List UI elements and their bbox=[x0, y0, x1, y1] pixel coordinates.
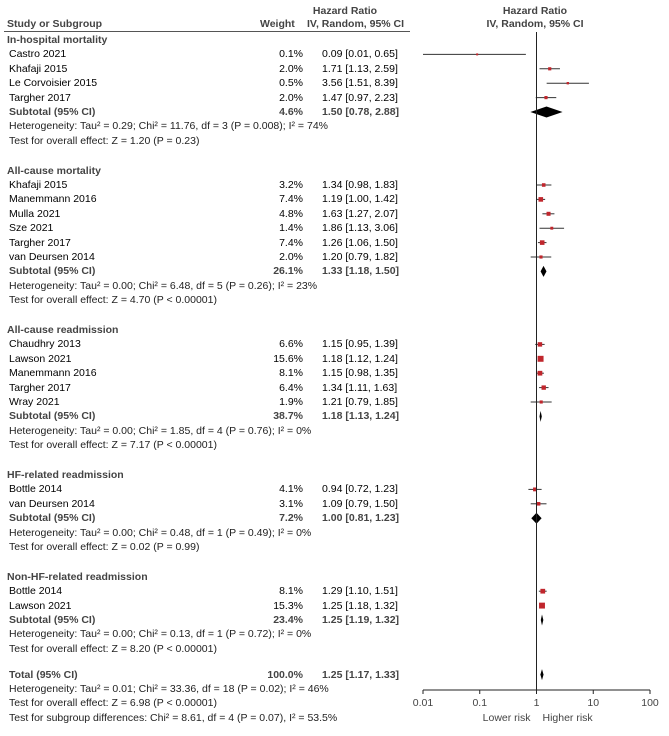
study-weight: 3.1% bbox=[279, 497, 303, 510]
subgroup-differences-text: Test for subgroup differences: Chi² = 8.61, df = 4 (P = 0.07), I² = 53.5% bbox=[9, 711, 338, 724]
study-ci: 1.00 [0.81, 1.23] bbox=[322, 512, 400, 525]
point-estimate-1-1 bbox=[538, 197, 543, 202]
point-estimate-0-0 bbox=[476, 53, 478, 55]
study-weight: 4.6% bbox=[279, 106, 303, 118]
overall-effect-text: Test for overall effect: Z = 7.17 (P < 0.00001) bbox=[9, 439, 217, 452]
study-name: Manemmann 2016 bbox=[9, 193, 97, 206]
study-weight: 7.2% bbox=[279, 512, 303, 525]
subtotal-label: Total (95% CI) bbox=[9, 668, 78, 681]
study-weight: 15.6% bbox=[273, 352, 303, 365]
subtotal-label: Subtotal (95% CI) bbox=[9, 614, 96, 626]
heterogeneity-text: Heterogeneity: Tau² = 0.00; Chi² = 0.48, df = 1 (P = 0.49); I² = 0% bbox=[9, 526, 312, 539]
study-ci: 1.25 [1.19, 1.32] bbox=[322, 614, 400, 626]
study-ci: 1.18 [1.13, 1.24] bbox=[322, 410, 400, 423]
total-overall-effect-text: Test for overall effect: Z = 6.98 (P < 0.00001) bbox=[9, 697, 217, 710]
study-ci: 1.71 [1.13, 2.59] bbox=[322, 62, 398, 75]
study-name: van Deursen 2014 bbox=[9, 251, 95, 263]
point-estimate-3-1 bbox=[537, 502, 541, 506]
axis-right-label: Higher risk bbox=[542, 712, 593, 724]
point-estimate-0-1 bbox=[548, 67, 551, 70]
study-weight: 7.4% bbox=[279, 193, 303, 206]
study-ci: 1.33 [1.18, 1.50] bbox=[322, 265, 400, 278]
study-ci: 1.86 [1.13, 3.06] bbox=[322, 222, 398, 235]
heterogeneity-text: Heterogeneity: Tau² = 0.29; Chi² = 11.76, df = 3 (P = 0.008); I² = 74% bbox=[9, 120, 328, 133]
study-name: Wray 2021 bbox=[9, 396, 60, 408]
heterogeneity-text: Heterogeneity: Tau² = 0.00; Chi² = 1.85, df = 4 (P = 0.76); I² = 0% bbox=[9, 424, 312, 437]
study-name: Targher 2017 bbox=[9, 91, 71, 104]
study-ci: 1.50 [0.78, 2.88] bbox=[322, 106, 400, 118]
point-estimate-2-1 bbox=[538, 356, 544, 362]
study-name: Sze 2021 bbox=[9, 222, 54, 235]
study-ci: 1.29 [1.10, 1.51] bbox=[322, 585, 398, 598]
total-diamond bbox=[540, 669, 543, 680]
study-weight: 2.0% bbox=[279, 251, 303, 263]
hr-header-top: Hazard Ratio bbox=[312, 5, 378, 17]
study-ci: 1.63 [1.27, 2.07] bbox=[322, 207, 398, 220]
heterogeneity-text: Heterogeneity: Tau² = 0.00; Chi² = 6.48, df = 5 (P = 0.26); I² = 23% bbox=[9, 279, 318, 292]
study-ci: 1.15 [0.95, 1.39] bbox=[322, 338, 398, 351]
study-weight: 2.0% bbox=[279, 91, 303, 104]
study-weight: 8.1% bbox=[279, 367, 303, 380]
study-weight: 1.9% bbox=[279, 396, 303, 408]
study-ci: 3.56 [1.51, 8.39] bbox=[322, 77, 398, 90]
total-heterogeneity-text: Heterogeneity: Tau² = 0.01; Chi² = 33.36, df = 18 (P = 0.02); I² = 46% bbox=[9, 683, 329, 695]
point-estimate-2-4 bbox=[540, 400, 543, 403]
x-tick-label: 0.01 bbox=[412, 697, 434, 709]
study-name: Lawson 2021 bbox=[9, 352, 72, 365]
point-estimate-2-3 bbox=[542, 385, 546, 389]
subtotal-diamond-4 bbox=[541, 615, 544, 626]
study-weight: 4.1% bbox=[279, 483, 303, 496]
overall-effect-text: Test for overall effect: Z = 4.70 (P < 0.00001) bbox=[9, 294, 217, 307]
overall-effect-text: Test for overall effect: Z = 0.02 (P = 0.99) bbox=[9, 541, 200, 553]
study-ci: 0.94 [0.72, 1.23] bbox=[322, 483, 398, 496]
study-weight: 4.8% bbox=[279, 207, 303, 220]
study-ci: 1.19 [1.00, 1.42] bbox=[322, 193, 398, 206]
x-tick-label: 0.1 bbox=[472, 697, 488, 709]
study-ci: 1.09 [0.79, 1.50] bbox=[322, 497, 398, 510]
study-weight: 38.7% bbox=[273, 410, 303, 423]
study-name: Bottle 2014 bbox=[9, 585, 63, 598]
group-title: In-hospital mortality bbox=[7, 34, 108, 46]
study-name: van Deursen 2014 bbox=[9, 497, 95, 510]
study-weight: 3.2% bbox=[279, 179, 303, 191]
study-ci: 1.25 [1.18, 1.32] bbox=[322, 599, 398, 612]
x-tick-label: 10 bbox=[587, 697, 600, 709]
study-name: Targher 2017 bbox=[9, 236, 71, 249]
point-estimate-4-1 bbox=[539, 603, 545, 609]
study-weight: 100.0% bbox=[267, 668, 303, 681]
study-name: Bottle 2014 bbox=[9, 483, 63, 496]
subtotal-label: Subtotal (95% CI) bbox=[9, 512, 96, 525]
point-estimate-1-3 bbox=[550, 227, 553, 230]
subtotal-diamond-1 bbox=[541, 266, 547, 277]
study-name: Manemmann 2016 bbox=[9, 367, 97, 380]
study-name: Castro 2021 bbox=[9, 48, 67, 61]
point-estimate-4-0 bbox=[540, 589, 545, 594]
study-weight: 8.1% bbox=[279, 585, 303, 598]
study-weight: 2.0% bbox=[279, 62, 303, 75]
point-estimate-1-0 bbox=[542, 183, 546, 187]
axis-left-label: Lower risk bbox=[482, 712, 531, 724]
study-name: Chaudhry 2013 bbox=[9, 338, 81, 351]
study-ci: 1.21 [0.79, 1.85] bbox=[322, 396, 398, 408]
subtotal-label: Subtotal (95% CI) bbox=[9, 410, 96, 423]
subtotal-label: Subtotal (95% CI) bbox=[9, 265, 96, 278]
plot-header-bottom: IV, Random, 95% CI bbox=[486, 18, 584, 30]
x-tick-label: 100 bbox=[641, 697, 659, 709]
weight-header: Weight bbox=[260, 18, 295, 30]
hr-header-bottom: IV, Random, 95% CI bbox=[307, 18, 405, 30]
subtotal-diamond-2 bbox=[540, 411, 542, 422]
point-estimate-1-2 bbox=[547, 212, 551, 216]
study-weight: 15.3% bbox=[273, 599, 303, 612]
overall-effect-text: Test for overall effect: Z = 1.20 (P = 0.23) bbox=[9, 134, 200, 147]
study-weight: 6.6% bbox=[279, 338, 303, 351]
group-title: Non-HF-related readmission bbox=[7, 570, 148, 583]
heterogeneity-text: Heterogeneity: Tau² = 0.00; Chi² = 0.13, df = 1 (P = 0.72); I² = 0% bbox=[9, 628, 312, 641]
study-ci: 1.18 [1.12, 1.24] bbox=[322, 352, 398, 365]
study-weight: 26.1% bbox=[273, 265, 303, 278]
study-name: Targher 2017 bbox=[9, 381, 71, 394]
point-estimate-1-4 bbox=[540, 240, 545, 245]
study-weight: 0.5% bbox=[279, 77, 303, 90]
point-estimate-2-2 bbox=[538, 371, 543, 376]
study-weight: 0.1% bbox=[279, 48, 303, 61]
overall-effect-text: Test for overall effect: Z = 8.20 (P < 0.00001) bbox=[9, 642, 217, 655]
group-title: HF-related readmission bbox=[7, 469, 124, 481]
study-name: Le Corvoisier 2015 bbox=[9, 77, 98, 90]
study-ci: 0.09 [0.01, 0.65] bbox=[322, 48, 398, 61]
plot-header-top: Hazard Ratio bbox=[502, 5, 568, 17]
study-ci: 1.20 [0.79, 1.82] bbox=[322, 251, 398, 263]
study-ci: 1.26 [1.06, 1.50] bbox=[322, 236, 398, 249]
x-tick-label: 1 bbox=[533, 697, 540, 709]
subtotal-diamond-0 bbox=[530, 107, 562, 118]
point-estimate-2-0 bbox=[538, 342, 542, 346]
study-ci: 1.34 [1.11, 1.63] bbox=[322, 381, 398, 394]
study-header: Study or Subgroup bbox=[7, 18, 103, 30]
study-name: Khafaji 2015 bbox=[9, 62, 68, 75]
point-estimate-0-2 bbox=[567, 82, 569, 84]
subtotal-label: Subtotal (95% CI) bbox=[9, 106, 96, 118]
point-estimate-1-5 bbox=[539, 255, 542, 258]
group-title: All-cause readmission bbox=[7, 324, 119, 336]
study-ci: 1.15 [0.98, 1.35] bbox=[322, 367, 398, 380]
study-weight: 23.4% bbox=[273, 614, 303, 626]
study-weight: 7.4% bbox=[279, 236, 303, 249]
study-name: Khafaji 2015 bbox=[9, 179, 68, 191]
study-weight: 6.4% bbox=[279, 381, 303, 394]
study-ci: 1.47 [0.97, 2.23] bbox=[322, 91, 398, 104]
study-ci: 1.25 [1.17, 1.33] bbox=[322, 668, 400, 681]
point-estimate-0-3 bbox=[544, 96, 547, 99]
group-title: All-cause mortality bbox=[7, 164, 101, 177]
study-name: Mulla 2021 bbox=[9, 207, 61, 220]
study-name: Lawson 2021 bbox=[9, 599, 72, 612]
study-ci: 1.34 [0.98, 1.83] bbox=[322, 179, 398, 191]
study-weight: 1.4% bbox=[279, 222, 303, 235]
